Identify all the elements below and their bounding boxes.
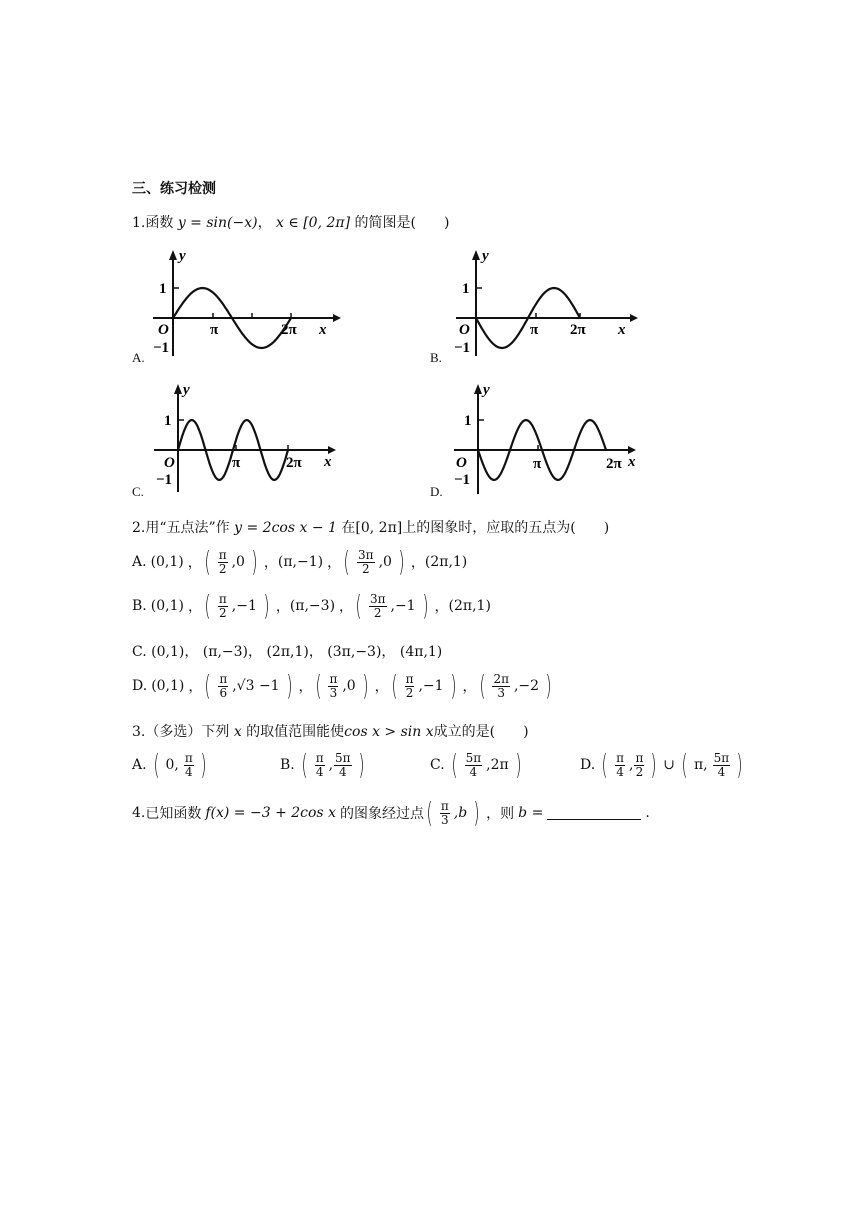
graph-c [150,382,350,494]
tick-one: 1 [462,281,470,297]
option-d-label: D. [430,484,443,499]
q3-option-a: A. ( 0, $\frac{\pi}{4}$ ) [132,748,207,781]
q2-text-pre: 用“五点法”作 [145,520,230,536]
q2-option-b: B. (0,1) ， ( $\frac{\pi}{2}$ ,−1 ) ， (π,−3) ， ( $\frac{3\pi}{2}$ ,−1 ) ， (2π,1) [132,589,491,622]
q2-option-d: D. (0,1) ， ( $\frac{\pi}{6}$ ,√3 −1 ) ， ( $\frac{\pi}{3}$ ,0 ) ， ( $\frac{\pi}{2}$ ,−1 ) ， ( $\frac{2\pi}{3}$ ,−2 ) [132,669,552,702]
tick-one: 1 [159,281,167,297]
q3-option-d: D. ( $\frac{\pi}{4}$ , $\frac{\pi}{2}$ ) ∪ ( π, $\frac{5\pi}{4}$ ) [580,748,743,781]
graph-d [452,382,652,494]
option-b-label: B. [430,350,442,365]
tick-neg-one: −1 [156,472,173,488]
tick-pi: π [533,456,542,472]
q1-text-pre: 函数 [145,215,174,231]
origin-label: O [158,322,169,338]
question-2 [132,517,609,537]
graph-a [143,248,343,360]
tick-one: 1 [164,413,172,429]
q1-text-post: 的简图是( ) [354,215,450,231]
q2-option-a: A. (0,1) ， ( $\frac{\pi}{2}$ ,0 ) ， (π,−1) ， ( $\frac{3\pi}{2}$ ,0 ) ， (2π,1) [132,545,468,578]
y-label: y [483,382,490,398]
graph-b [446,248,646,360]
q2-interval: [0, 2π] [355,520,403,536]
tick-neg-one: −1 [454,472,471,488]
tick-one: 1 [464,413,472,429]
q2-func: y = 2cos x − 1 [234,520,337,536]
tick-pi: π [530,322,539,338]
y-label: y [179,248,186,264]
tick-two-pi: 2π [281,322,297,338]
x-label: x [618,322,626,338]
option-c-label: C. [132,484,144,499]
tick-neg-one: −1 [153,340,170,356]
q2-text-post: 上的图象时，应取的五点为( ) [402,520,610,536]
q2-number: 2. [132,520,146,536]
x-label: x [324,454,332,470]
y-label: y [482,248,489,264]
origin-label: O [164,455,175,471]
q1-func: y = sin(−x) [177,215,258,231]
q2-text-mid: 在 [341,520,356,536]
question-1: 1.函数 y = sin(−x)， x ∈ [0, 2π] 的简图是( ) [132,215,450,231]
question-3: 3.（多选）下列 x 的取值范围能使cos x > sin x成立的是( ) [132,724,529,740]
x-label: x [319,322,327,338]
y-arrow [169,250,177,260]
section-heading: 三、练习检测 [132,181,216,197]
question-4: 4. 已知函数 f(x) = −3 + 2cos x 的图象经过点 ( $\frac{\pi}{3}$ ,b ) ，则 b = . [132,796,650,829]
x-arrow [333,314,341,322]
tick-pi: π [210,322,219,338]
q2-option-c: C. (0,1)， (π,−3)， (2π,1)， (3π,−3)， (4π,1) [132,644,443,660]
tick-pi: π [232,455,241,471]
tick-neg-one: −1 [454,340,471,356]
q1-domain: x ∈ [0, 2π] [276,215,351,231]
tick-two-pi: 2π [286,455,302,471]
origin-label: O [456,455,467,471]
tick-two-pi: 2π [570,322,586,338]
q3-option-c: C. ( $\frac{5\pi}{4}$ ,2π ) [430,748,522,781]
origin-label: O [459,322,470,338]
option-a-label: A. [132,350,145,365]
y-label: y [183,382,190,398]
q3-option-b: B. ( $\frac{\pi}{4}$ , $\frac{5\pi}{4}$ ) [280,748,365,781]
tick-two-pi: 2π [606,456,622,472]
q1-number: 1. [132,215,146,231]
answer-blank[interactable] [547,807,641,820]
x-label: x [628,454,636,470]
